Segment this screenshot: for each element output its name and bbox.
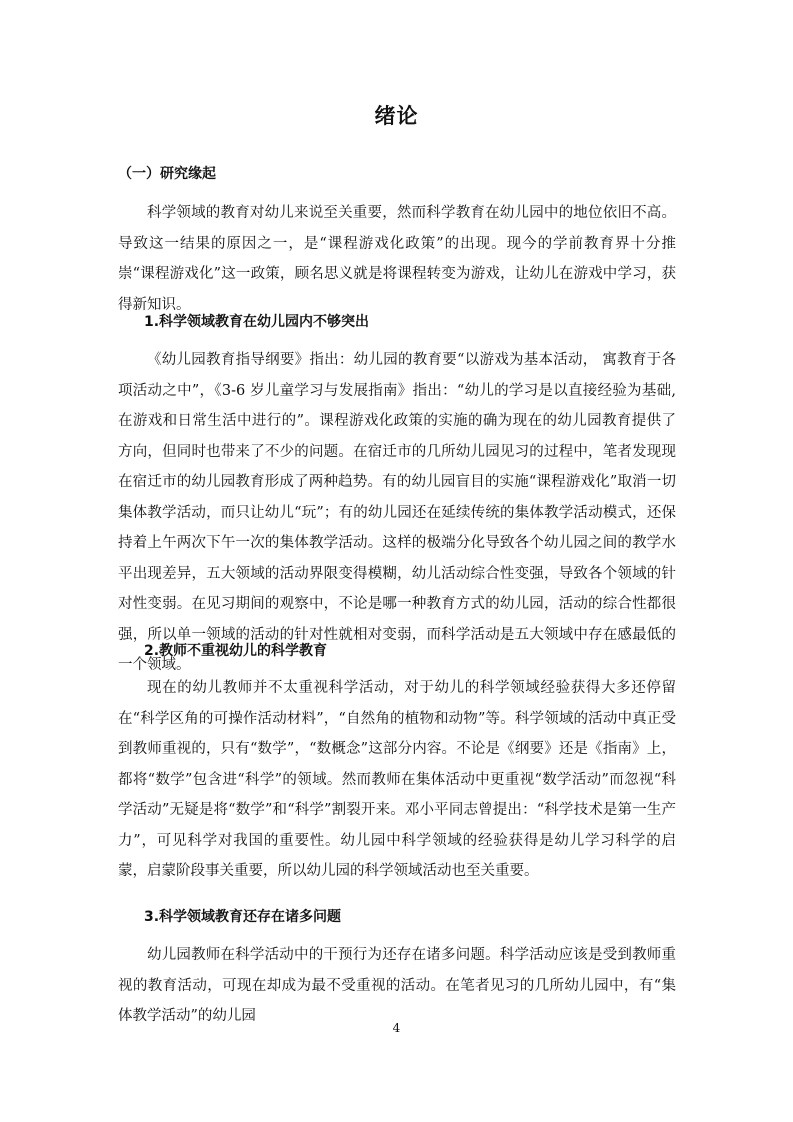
subsection-paragraph-2: 现在的幼儿教师并不太重视科学活动，对于幼儿的科学领域经验获得大多还停留在“科学区角的可操作活动材料”，“自然角的植物和动物”等。科学领域的活动中真正受到教师重视的，只有“数学”，“数概念”这部分内容。不论是《纲要》还是《指南》上，都将“数学”包含进“科学”的领域。然而教师在集体活动中更重视“数学活动”而忽视“科学活动”无疑是将“数学”和“科学”割裂开来。邓小平同志曾提出：“科学技术是第一生产力”，可见科学对我国的重要性。幼儿园中科学领域的经验获得是幼儿学习科学的启蒙，启蒙阶段事关重要，所以幼儿园的科学领域活动也至关重要。	[118, 680, 676, 879]
page-number: 4	[392, 1021, 401, 1035]
subsection-paragraph-3: 幼儿园教师在科学活动中的干预行为还存在诸多问题。科学活动应该是受到教师重视的教育活动，可现在却成为最不受重视的活动。在笔者见习的几所幼儿园中，有“集体教学活动”的幼儿园	[118, 947, 676, 1024]
document-title: 绪论	[374, 104, 419, 128]
subsection-heading-1: 1.科学领域教育在幼儿园内不够突出	[144, 314, 370, 330]
subsection-heading-2: 2.教师不重视幼儿的科学教育	[144, 643, 328, 659]
section-heading: （一）研究缘起	[118, 166, 216, 182]
subsection-paragraph-1: 《幼儿园教育指导纲要》指出：幼儿园的教育要“以游戏为基本活动， 寓教育于各项活动之中”，《3-6 岁儿童学习与发展指南》指出：“幼儿的学习是以直接经验为基础,在游戏和日常生活中进行的”。课程游戏化政策的实施的确为现在的幼儿园教育提供了方向，但同时也带来了不少的问题。在宿迁市的几所幼儿园见习的过程中，笔者发现现在宿迁市的幼儿园教育形成了两种趋势。有的幼儿园盲目的实施“课程游戏化”取消一切集体教学活动，而只让幼儿“玩”；有的幼儿园还在延续传统的集体教学活动模式，还保持着上午两次下午一次的集体教学活动。这样的极端分化导致各个幼儿园之间的教学水平出现差异，五大领域的活动界限变得模糊，幼儿活动综合性变强，导致各个领域的针对性变弱。在见习期间的观察中，不论是哪一种教育方式的幼儿园，活动的综合性都很强，所以单一领域的活动的针对性就相对变弱，而科学活动是五大领域中存在感最低的一个领域。	[118, 352, 676, 673]
intro-paragraph: 科学领域的教育对幼儿来说至关重要，然而科学教育在幼儿园中的地位依旧不高。导致这一结果的原因之一，是“课程游戏化政策”的出现。现今的学前教育界十分推崇“课程游戏化”这一政策，顾名思义就是将课程转变为游戏，让幼儿在游戏中学习，获得新知识。	[118, 205, 676, 313]
subsection-heading-3: 3.科学领域教育还存在诸多问题	[144, 909, 342, 925]
